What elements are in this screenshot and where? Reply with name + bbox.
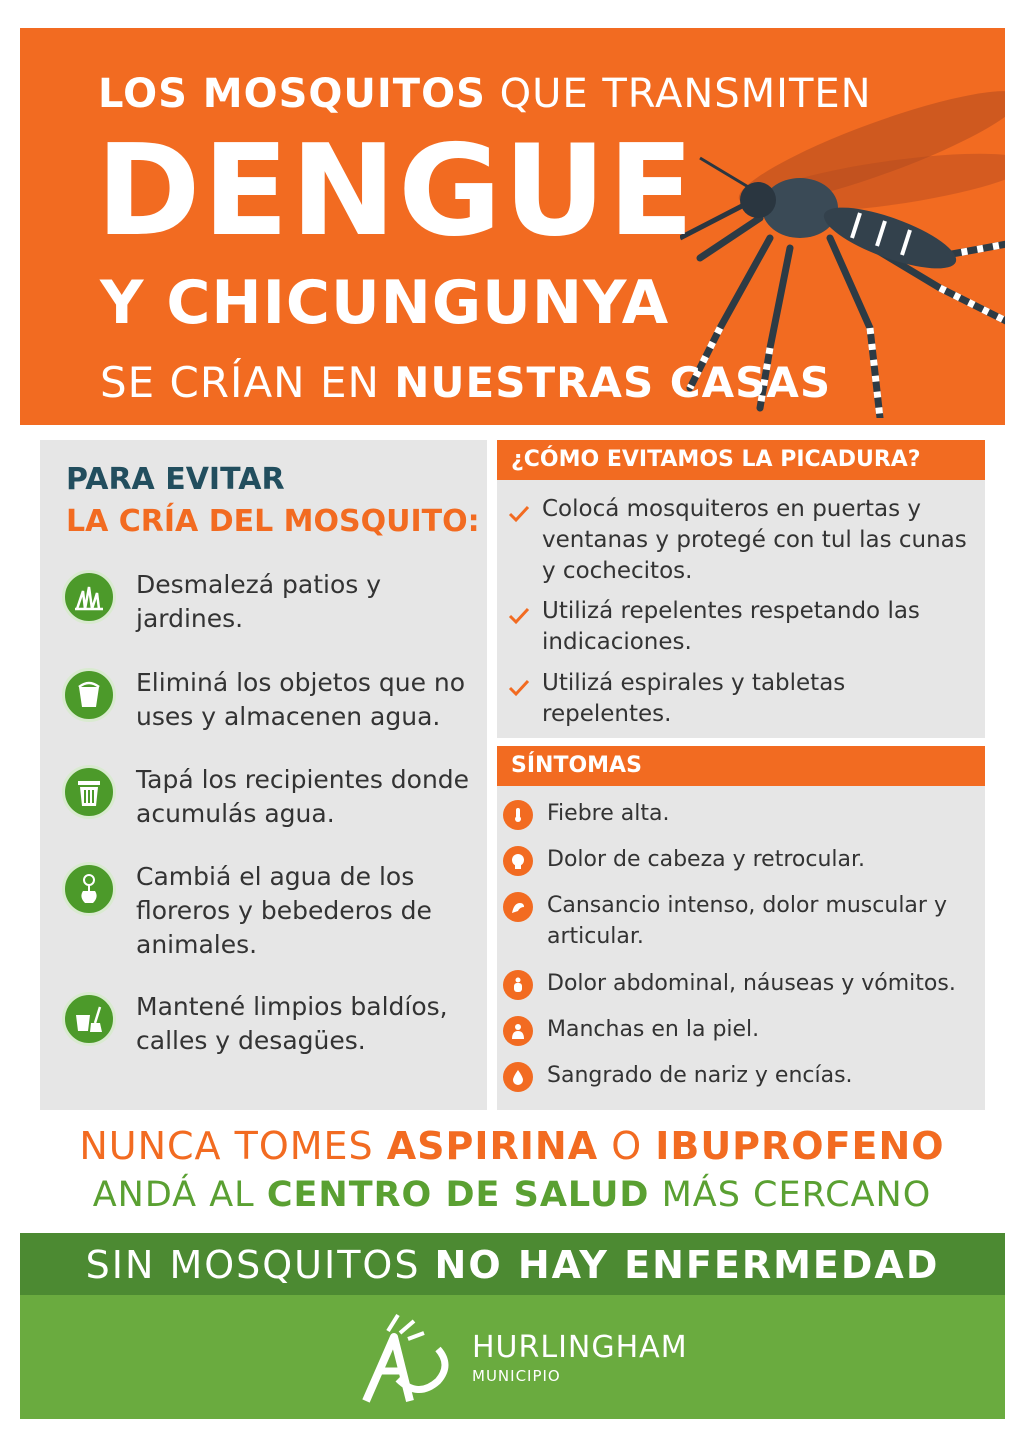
bucket-icon [62, 668, 116, 722]
head-pain-icon [503, 846, 533, 876]
prevention-title-1: PARA EVITAR [66, 462, 285, 497]
abdomen-icon [503, 970, 533, 1000]
slogan-band [20, 1233, 1005, 1295]
muscle-pain-icon [503, 892, 533, 922]
trash-can-icon [62, 765, 116, 819]
symptoms-panel: SÍNTOMAS Fiebre alta. Dolor de cabeza y retrocular. Cansancio intenso, dolor muscular y articular. Dolor abdominal, náuseas y vómitos. Manchas en la piel. Sangrado de nariz y encías. [497, 746, 985, 1110]
check-icon [507, 502, 531, 526]
skin-spots-icon [503, 1016, 533, 1046]
check-icon [507, 604, 531, 628]
thermometer-icon [503, 800, 533, 830]
bite-prevention-title: ¿CÓMO EVITAMOS LA PICADURA? [497, 440, 985, 480]
header-line-1: LOS MOSQUITOS QUE TRANSMITEN [98, 71, 872, 117]
slogan-text: SIN MOSQUITOS NO HAY ENFERMEDAD [85, 1243, 940, 1287]
bleeding-icon [503, 1062, 533, 1092]
hurlingham-logo-icon [358, 1309, 458, 1409]
check-icon [507, 676, 531, 700]
header-line-4: SE CRÍAN EN NUESTRAS CASAS [100, 358, 832, 407]
prevention-panel: PARA EVITAR LA CRÍA DEL MOSQUITO: Desmalezá patios y jardines. Eliminá los objetos que no uses y almacenen agua. Tapá los recipientes donde acumulás agua. Cambiá el agua de los floreros y bebederos de animales. Mantené limpios baldíos, calles y desagües. [40, 440, 487, 1110]
flower-vase-icon [62, 862, 116, 916]
bite-prevention-panel: ¿CÓMO EVITAMOS LA PICADURA? Colocá mosquiteros en puertas y ventanas y protegé con tul las cunas y cochecitos. Utilizá repelentes respetando las indicaciones. Utilizá espirales y tabletas repelentes. [497, 440, 985, 738]
header-dengue-title: DENGUE [96, 117, 696, 264]
header-banner [20, 28, 1005, 425]
grass-icon [62, 570, 116, 624]
prevention-title-2: LA CRÍA DEL MOSQUITO: [66, 504, 480, 539]
header-chicungunya-title: Y CHICUNGUNYA [100, 268, 670, 338]
health-center-advice: ANDÁ AL CENTRO DE SALUD MÁS CERCANO [92, 1175, 932, 1215]
symptoms-title: SÍNTOMAS [497, 746, 985, 786]
medication-warning: NUNCA TOMES ASPIRINA O IBUPROFENO [79, 1124, 945, 1168]
footer-band [20, 1295, 1005, 1419]
logo-name: HURLINGHAM [472, 1330, 688, 1365]
logo-subtitle: MUNICIPIO [472, 1367, 561, 1385]
broom-icon [62, 992, 116, 1046]
